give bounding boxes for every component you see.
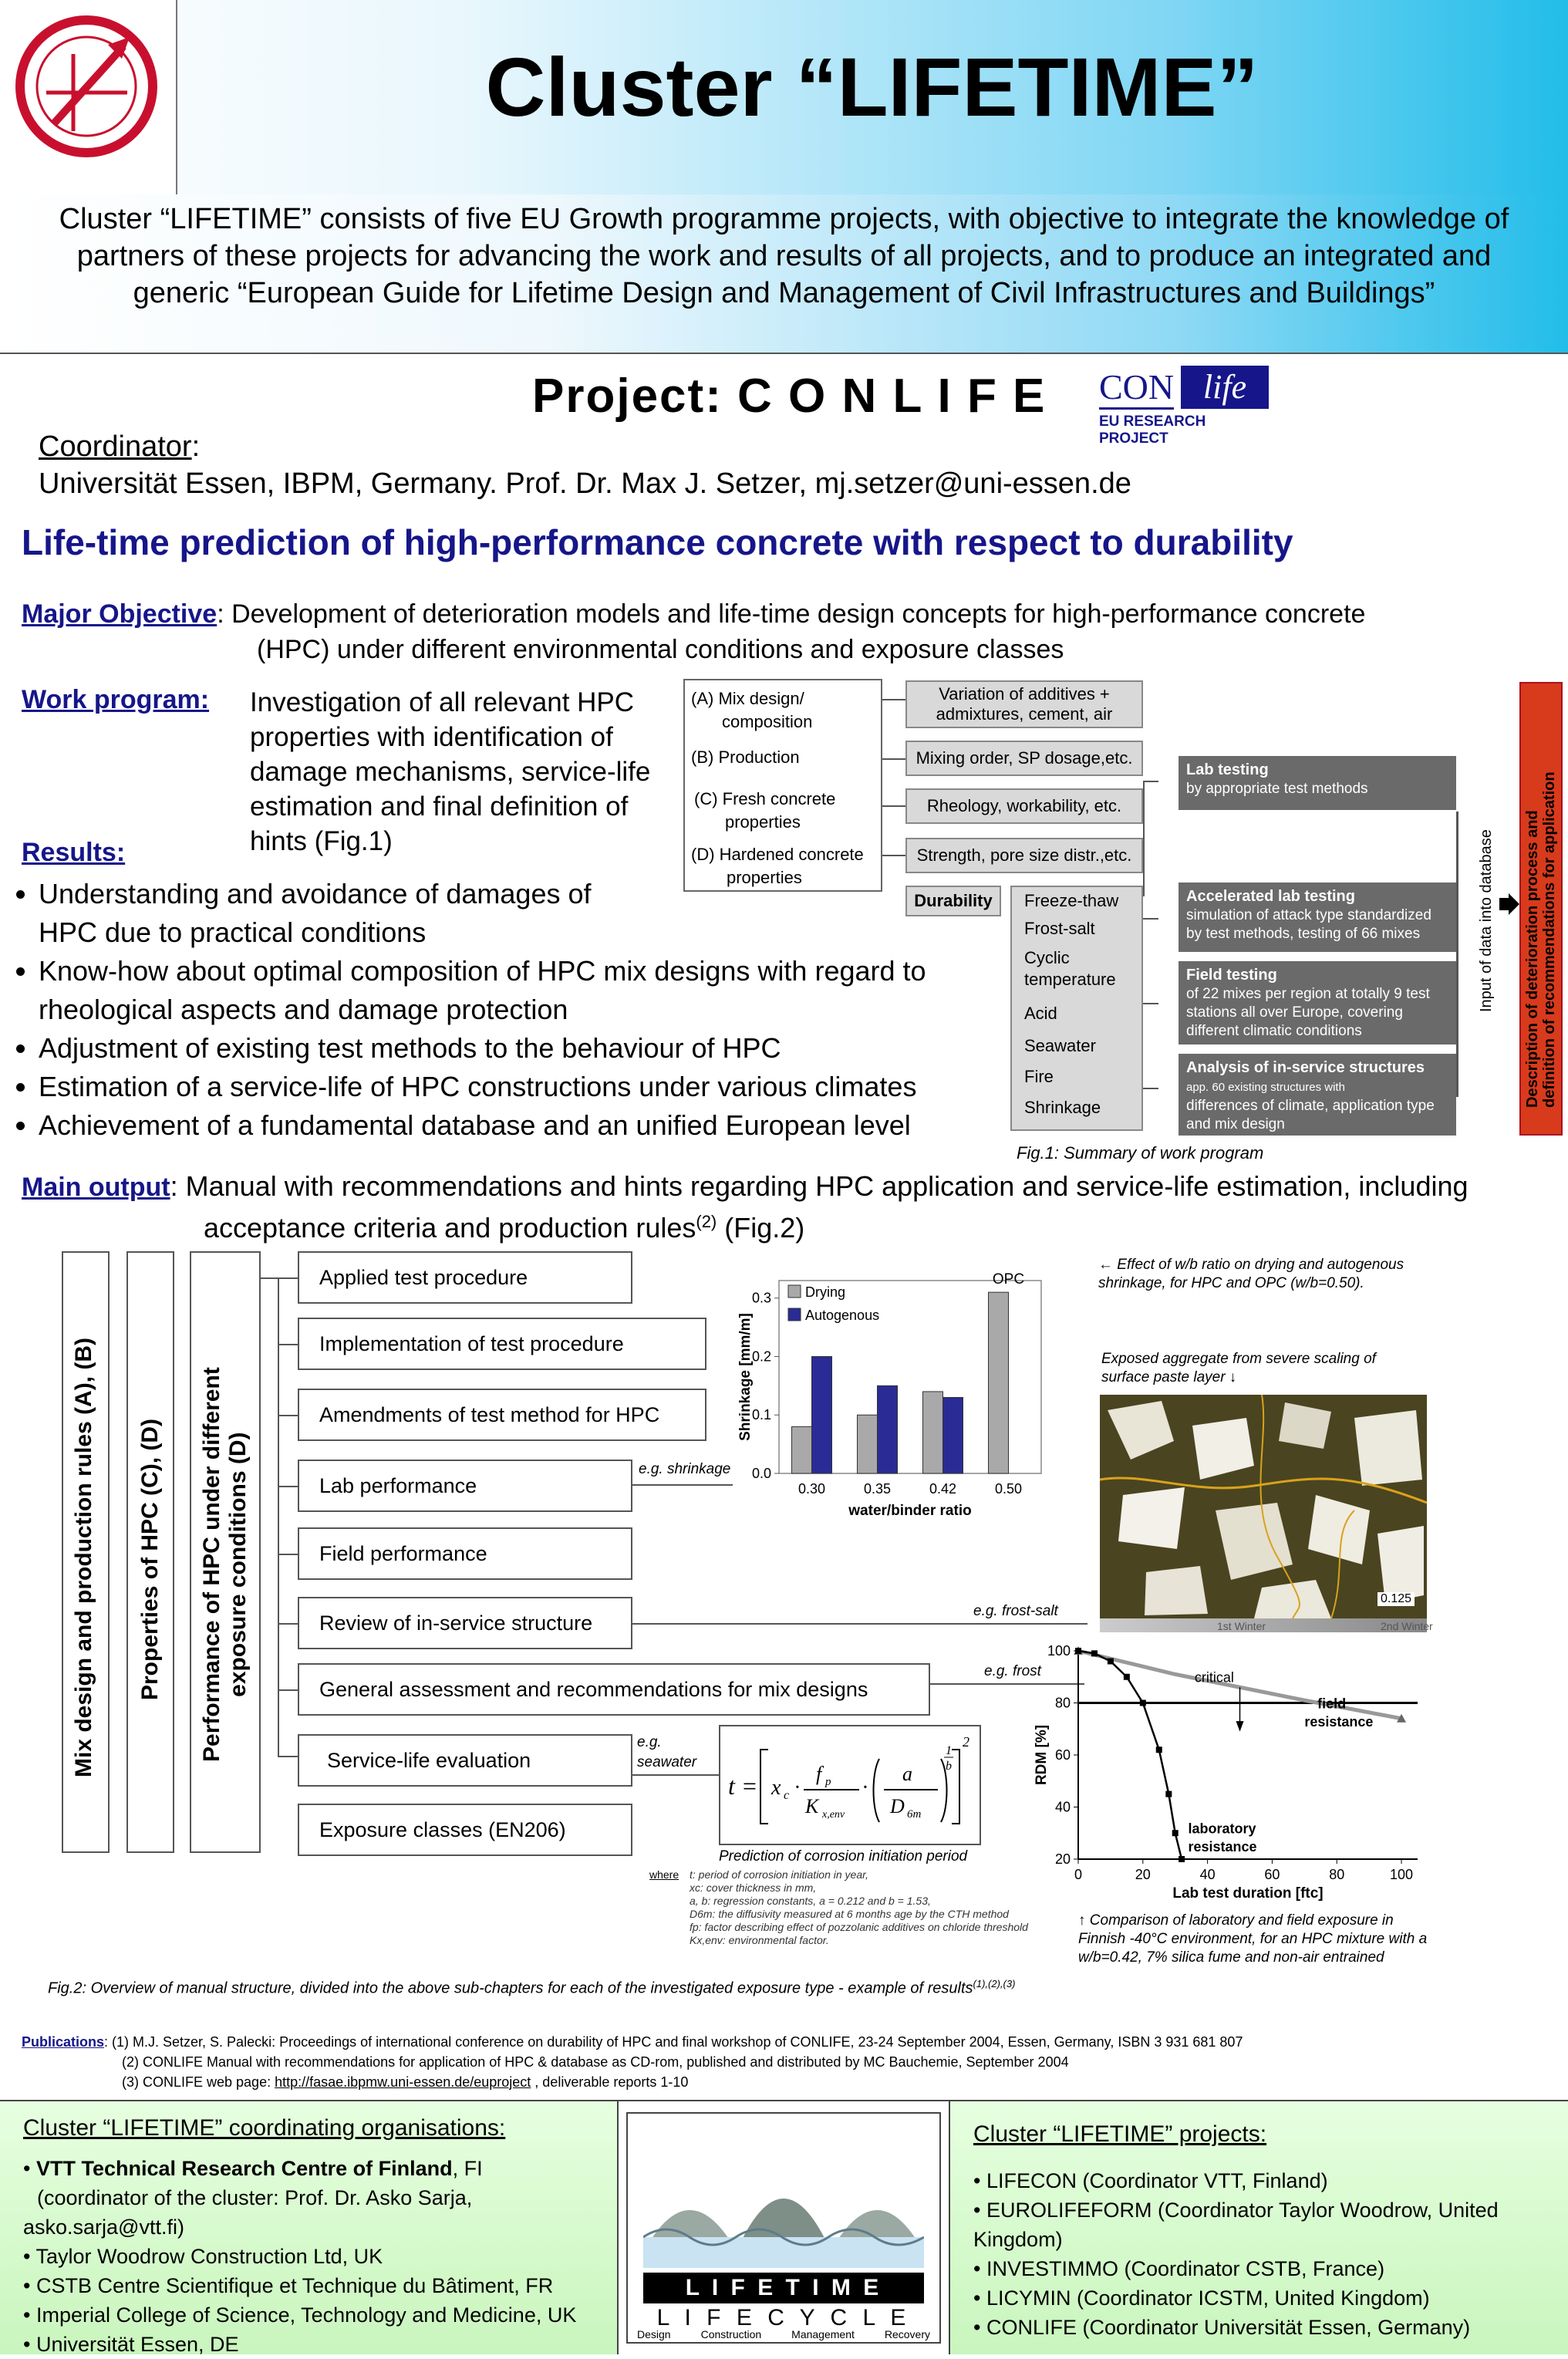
main-output-line2: acceptance criteria and production rules — [204, 1212, 696, 1244]
conlife-logo — [1099, 366, 1269, 447]
footer-org-vtt-sub2: asko.sarja@vtt.fi) — [23, 2216, 184, 2239]
connector — [1143, 918, 1158, 920]
svg-text:p: p — [825, 1776, 831, 1788]
connector — [632, 1484, 733, 1486]
coordinator-text: Universität Essen, IBPM, Germany. Prof. Dr. Max J. Setzer, mj.setzer@uni-essen.de — [39, 467, 1131, 500]
main-output-line2-end: (Fig.2) — [717, 1212, 805, 1244]
fig1-durability-item: temperature — [1024, 970, 1116, 989]
fig2-eg-shrinkage: e.g. shrinkage — [639, 1461, 731, 1477]
connector — [632, 1623, 1087, 1625]
publication-1: : (1) M.J. Setzer, S. Palecki: Proceedings of international conference on durability of HPC and final workshop of CONLIFE, 23-24 September 2004, Essen, Germany, ISBN 3 931 681 807 — [104, 2034, 1243, 2050]
fig2-amendments: Amendments of test method for HPC — [298, 1389, 706, 1441]
fig2-vertical-performance — [199, 1367, 251, 1762]
connector — [882, 855, 905, 856]
field-label-2: resistance — [1304, 1713, 1374, 1730]
svg-text:x: x — [771, 1776, 781, 1800]
fig1-field-text: of 22 mixes per region at totally 9 test stations all over Europe, covering different climatic conditions — [1186, 986, 1430, 1039]
x-tick-label: 60 — [1264, 1867, 1280, 1882]
major-objective-line2: (HPC) under different environmental conditions and exposure classes — [257, 635, 1064, 664]
fig1-item: properties — [725, 812, 801, 832]
footer-org: • Taylor Woodrow Construction Ltd, UK — [23, 2245, 383, 2268]
bar — [858, 1415, 878, 1473]
conlife-logo-con: CON — [1099, 367, 1174, 410]
where-line: t: period of corrosion initiation in year, — [690, 1868, 868, 1881]
lifetime-logo-words — [637, 2328, 930, 2340]
main-heading: Life-time prediction of high-performance concrete with respect to durability — [22, 522, 1293, 562]
x-tick-label: 0 — [1074, 1867, 1083, 1882]
fig1-durability-item: Seawater — [1024, 1036, 1096, 1055]
fig1-item: (C) Fresh concrete — [694, 789, 836, 808]
connector — [278, 1486, 298, 1487]
major-objective-label: Major Objective — [22, 599, 217, 629]
logo-word: Recovery — [884, 2328, 930, 2340]
logo-word: Management — [791, 2328, 855, 2340]
main-output-line1: : Manual with recommendations and hints regarding HPC application and service-life estimation, including — [170, 1170, 1469, 1202]
footer-right-heading: Cluster “LIFETIME” projects: — [973, 2121, 1267, 2147]
y-tick-label: 0.3 — [751, 1290, 771, 1306]
footer-org-vtt-name: VTT Technical Research Centre of Finland — [35, 2157, 453, 2180]
lab-point — [1140, 1700, 1146, 1706]
fig1-mixing-box: Mixing order, SP dosage,etc. — [905, 741, 1143, 776]
legend-swatch — [788, 1308, 801, 1321]
footer-project: • EUROLIFEFORM (Coordinator Taylor Woodrow, United Kingdom) — [973, 2199, 1499, 2251]
result-item: • Achievement of a fundamental database and an unified European level — [39, 1106, 995, 1145]
fig2-general-assessment: General assessment and recommendations for mix designs — [298, 1663, 930, 1716]
fig1-lab-text: by appropriate test methods — [1186, 781, 1368, 797]
arrow-right-icon — [1499, 893, 1519, 915]
fig2-shrink-note: ← Effect of w/b ratio on drying and autogenous shrinkage, for HPC and OPC (w/b=0.50). — [1098, 1257, 1404, 1291]
publication-link[interactable]: http://fasae.ibpmw.uni-essen.de/euproject — [275, 2074, 531, 2090]
fig1-item: (A) Mix design/ — [691, 689, 804, 708]
x-tick-label: 100 — [1390, 1867, 1414, 1882]
lab-point — [1091, 1650, 1098, 1656]
fig2-applied-test: Applied test procedure — [298, 1251, 632, 1304]
poster-title: Cluster “LIFETIME” — [485, 40, 1259, 133]
fig1-item: (B) Production — [691, 748, 800, 767]
publication-3-b: , deliverable reports 1-10 — [531, 2074, 689, 2090]
footer-org-vtt-country: , FI — [452, 2157, 483, 2180]
svg-text:·: · — [794, 1776, 800, 1800]
fig1-analysis-text: differences of climate, application type and mix design — [1186, 1098, 1435, 1132]
major-objective — [22, 596, 1365, 633]
main-output-sup: (2) — [696, 1212, 717, 1231]
fig2-service-life: Service-life evaluation — [298, 1734, 632, 1787]
project-title: Project: C O N L I F E — [532, 370, 1047, 423]
connector — [1143, 1003, 1158, 1004]
shrinkage-chart — [733, 1250, 1072, 1535]
conlife-logo-sub: EU RESEARCH PROJECT — [1099, 413, 1206, 447]
connector — [278, 1277, 279, 1756]
main-output-label: Main output — [22, 1173, 170, 1202]
connector — [882, 758, 905, 760]
lifetime-logo-top: L I F E T I M E — [643, 2273, 924, 2303]
bar — [812, 1356, 832, 1473]
svg-text:K: K — [805, 1795, 819, 1817]
critical-arrow-head — [1236, 1721, 1244, 1732]
y-tick-label: 0.2 — [751, 1348, 771, 1365]
formula-caption: Prediction of corrosion initiation period — [719, 1848, 968, 1865]
results-list — [15, 875, 995, 1145]
result-item: • Adjustment of existing test methods to the behaviour of HPC — [39, 1029, 995, 1068]
legend-swatch — [788, 1285, 801, 1298]
main-output-line2-wrap — [204, 1203, 804, 1247]
connector — [1143, 1088, 1158, 1089]
connector — [882, 805, 905, 807]
fig2-review-structure: Review of in-service structure — [298, 1597, 632, 1649]
svg-text:f: f — [816, 1763, 822, 1785]
lab-point — [1124, 1674, 1130, 1680]
svg-text:6m: 6m — [907, 1808, 922, 1821]
fig1-analysis-title: Analysis of in-service structures — [1186, 1059, 1425, 1076]
fig1-rheology-box: Rheology, workability, etc. — [905, 788, 1143, 824]
svg-text:t =: t = — [728, 1772, 758, 1800]
fig2-vertical-mix: Mix design and production rules (A), (B) — [71, 1338, 96, 1777]
fig2-vertical-properties: Properties of HPC (C), (D) — [137, 1418, 163, 1700]
fig2-eg-seawater-2: seawater — [637, 1754, 697, 1770]
fig1-durability-item: Shrinkage — [1024, 1098, 1101, 1117]
formula-where: where — [649, 1868, 679, 1881]
cluster-logo — [0, 0, 177, 194]
where-line: xc: cover thickness in mm, — [690, 1881, 817, 1894]
fig1-durability-item: Fire — [1024, 1067, 1054, 1086]
y-tick-label: 20 — [1054, 1851, 1071, 1867]
svg-text:D: D — [890, 1795, 905, 1817]
lab-label-2: resistance — [1188, 1838, 1257, 1854]
major-objective-line1: : Development of deterioration models and life-time design concepts for high-performance concrete — [217, 599, 1366, 629]
fig2-caption-text: Fig.2: Overview of manual structure, divided into the above sub-chapters for each of the investigated exposure type - example of results — [48, 1979, 973, 1997]
footer-right-list — [973, 2166, 1544, 2342]
y-tick-label: 0.1 — [751, 1407, 771, 1423]
fig2-vertical-performance-2: exposure conditions (D) — [225, 1432, 251, 1697]
lab-point — [1156, 1746, 1162, 1753]
fig1-durability-item: Cyclic — [1024, 948, 1070, 967]
photo-scale: 0.125 — [1377, 1592, 1415, 1606]
fig1-acc-title: Accelerated lab testing — [1186, 888, 1355, 905]
publication-line-3 — [22, 2072, 1243, 2092]
footer-org-vtt-sub1: (coordinator of the cluster: Prof. Dr. Asko Sarja, — [37, 2186, 473, 2209]
footer-coordinating-orgs — [0, 2100, 619, 2354]
lifetime-logo-frame — [626, 2112, 941, 2344]
fig1-analysis-structures — [1179, 1054, 1456, 1136]
fig1-field-title: Field testing — [1186, 967, 1277, 984]
svg-text:c: c — [784, 1789, 790, 1802]
bar — [792, 1426, 812, 1473]
lab-label-1: laboratory — [1188, 1821, 1256, 1837]
fig1-variation-box: Variation of additives + admixtures, cement, air — [905, 680, 1143, 728]
y-tick-label: 100 — [1047, 1643, 1071, 1659]
fig1-durability-item: Freeze-thaw — [1024, 891, 1119, 910]
coordinator-label: Coordinator — [39, 430, 192, 463]
fig1-red-label — [1524, 771, 1558, 1108]
fig2-rdm-note: ↑ Comparison of laboratory and field exposure in Finnish -40°C environment, for an HPC mixture with a w/b=0.42, 7% silica fume and non-air entrained — [1078, 1912, 1428, 1966]
formula-box — [719, 1725, 981, 1845]
connector — [261, 1277, 298, 1279]
fig2-eg-seawater-1: e.g. — [637, 1734, 662, 1750]
svg-text:b: b — [946, 1760, 952, 1773]
conlife-logo-life: life — [1181, 366, 1269, 409]
result-item: • Know-how about optimal composition of HPC mix designs with regard to rheological aspects and damage protection — [39, 952, 987, 1029]
cluster-intro: Cluster “LIFETIME” consists of five EU Growth programme projects, with objective to integrate the knowledge of partners of these projects for advancing the work and results of all projects, and to produce an integrated and generic “European Guide for Lifetime Design and Management of Civil Infrastructures and Buildings” — [59, 203, 1509, 309]
connector — [278, 1415, 298, 1416]
result-item: • Understanding and avoidance of damages of HPC due to practical conditions — [39, 875, 656, 952]
fig1-red-line1: Description of deterioration process and — [1524, 810, 1541, 1108]
legend-label: Autogenous — [805, 1308, 880, 1323]
connector — [882, 699, 905, 700]
fig1-item: composition — [722, 712, 813, 731]
lifetime-logo-bottom: L I F E C Y C L E — [656, 2305, 911, 2330]
x-tick-label: 20 — [1135, 1867, 1151, 1882]
intro-band — [0, 194, 1568, 354]
lab-series-line — [1078, 1651, 1182, 1859]
fig2-caption-sup: (1),(2),(3) — [973, 1978, 1016, 1989]
connector — [1143, 781, 1158, 782]
footer-project: • INVESTIMMO (Coordinator CSTB, France) — [973, 2257, 1385, 2280]
x-axis-label: Lab test duration [ftc] — [1172, 1885, 1324, 1902]
lifetime-logo-arches-icon — [643, 2121, 924, 2268]
lab-point — [1179, 1856, 1185, 1862]
footer-lifetime-logo — [619, 2100, 949, 2354]
fig1-caption: Fig.1: Summary of work program — [1017, 1143, 1264, 1163]
lab-point — [1172, 1830, 1179, 1836]
connector — [632, 1774, 719, 1776]
fig1-field-testing — [1179, 961, 1456, 1045]
footer-org: • Universität Essen, DE — [23, 2333, 239, 2356]
fig1-input-label: Input of data into database — [1478, 829, 1495, 1012]
formula-where-list — [690, 1868, 1028, 1947]
lab-point — [1075, 1648, 1081, 1654]
logo-word: Construction — [700, 2328, 762, 2340]
x-tick-label: 80 — [1329, 1867, 1345, 1882]
x-tick-label: 0.50 — [994, 1481, 1023, 1497]
footer-org-vtt: • VTT Technical Research Centre of Finland, FI — [23, 2157, 483, 2180]
where-line: fp: factor describing effect of pozzolanic additives on chloride threshold — [690, 1921, 1028, 1933]
fig2-caption — [48, 1978, 1015, 1998]
footer-org: • Imperial College of Science, Technology and Medicine, UK — [23, 2303, 577, 2327]
footer-left-heading: Cluster “LIFETIME” coordinating organisations: — [23, 2115, 506, 2141]
coordinator-colon: : — [191, 430, 201, 463]
footer-cluster-projects — [949, 2100, 1568, 2354]
fig2-exposure-classes: Exposure classes (EN206) — [298, 1804, 632, 1856]
winter-1-label: 1st Winter — [1217, 1620, 1266, 1632]
y-tick-label: 40 — [1054, 1799, 1071, 1815]
footer-project: • CONLIFE (Coordinator Universität Essen, Germany) — [973, 2316, 1471, 2339]
fig2-lab-performance: Lab performance — [298, 1460, 632, 1512]
lab-point — [1108, 1659, 1114, 1665]
field-label-1: field — [1317, 1696, 1347, 1712]
connector — [278, 1689, 298, 1691]
y-tick-label: 0.0 — [751, 1466, 771, 1481]
where-line: D6m: the diffusivity measured at 6 months age by the CTH method — [690, 1908, 1009, 1920]
micrograph-photo — [1100, 1395, 1427, 1618]
fig1-analysis-small: app. 60 existing structures with — [1186, 1081, 1345, 1094]
svg-text:1: 1 — [946, 1744, 952, 1757]
logo-word: Design — [637, 2328, 671, 2340]
x-tick-label: 0.42 — [929, 1481, 957, 1497]
coordinator-heading — [39, 430, 200, 464]
y-tick-label: 60 — [1054, 1747, 1071, 1763]
fig1-durability-item: Acid — [1024, 1004, 1057, 1023]
fig2-eg-frostsalt: e.g. frost-salt — [973, 1603, 1058, 1619]
bar — [989, 1292, 1009, 1473]
x-tick-label: 40 — [1199, 1867, 1216, 1882]
y-axis-label: RDM [%] — [1034, 1724, 1050, 1786]
fig1-strength-box: Strength, pore size distr.,etc. — [905, 838, 1143, 873]
critical-label: critical — [1194, 1669, 1234, 1686]
footer-left-list — [23, 2154, 609, 2359]
footer-project: • LICYMIN (Coordinator ICSTM, United Kingdom) — [973, 2286, 1430, 2310]
fig2-field-performance: Field performance — [298, 1527, 632, 1580]
results-label: Results: — [22, 838, 126, 867]
opc-label: OPC — [992, 1271, 1025, 1287]
bar — [923, 1392, 943, 1473]
svg-text:·: · — [862, 1776, 868, 1800]
publications — [22, 2032, 1243, 2092]
fig1-lab-testing — [1179, 756, 1456, 810]
work-program-label: Work program: — [22, 685, 210, 714]
where-line: Kx,env: environmental factor. — [690, 1934, 829, 1946]
bar — [878, 1385, 898, 1473]
svg-text:2: 2 — [963, 1734, 969, 1750]
svg-text:a: a — [902, 1763, 912, 1785]
fig1-durability-item: Frost-salt — [1024, 919, 1095, 938]
fig2-aggregate-note: Exposed aggregate from severe scaling of surface paste layer ↓ — [1101, 1351, 1376, 1385]
winter-2-label: 2nd Winter — [1381, 1620, 1433, 1632]
publication-line-1 — [22, 2032, 1243, 2052]
legend-label: Drying — [805, 1284, 846, 1300]
fig1-red-line2: definition of recommendations for application — [1541, 771, 1558, 1108]
connector — [278, 1623, 298, 1625]
y-axis-label: Shrinkage [mm/m] — [737, 1313, 754, 1441]
x-tick-label: 0.35 — [863, 1481, 892, 1497]
connector — [278, 1554, 298, 1555]
fig1-accelerated-testing — [1179, 883, 1456, 952]
fig1-item: (D) Hardened concrete — [691, 845, 864, 864]
where-line: a, b: regression constants, a = 0.212 and b = 1.53, — [690, 1895, 931, 1907]
work-program-text: Investigation of all relevant HPC properties with identification of damage mechanisms, service-life estimation and final definition of hints (Fig.1) — [250, 687, 651, 856]
rdm-chart — [1024, 1640, 1441, 1907]
fig1-item: properties — [727, 868, 802, 887]
fig1-lab-title: Lab testing — [1186, 761, 1269, 778]
fig2-vertical-performance-1: Performance of HPC under different — [199, 1367, 224, 1762]
publication-2: (2) CONLIFE Manual with recommendations for application of HPC & database as CD-rom, published and distributed by MC Bauchemie, September 2004 — [122, 2054, 1069, 2070]
fig1-durability-box: Durability — [905, 886, 1001, 916]
connector — [278, 1344, 298, 1345]
footer-org: • CSTB Centre Scientifique et Technique du Bâtiment, FR — [23, 2274, 554, 2297]
connector — [278, 1756, 298, 1757]
fig2-implementation: Implementation of test procedure — [298, 1318, 706, 1370]
connector — [1456, 812, 1458, 1097]
footer-project: • LIFECON (Coordinator VTT, Finland) — [973, 2169, 1328, 2192]
bar — [943, 1398, 963, 1473]
publication-3-a: (3) CONLIFE web page: — [122, 2074, 275, 2090]
x-tick-label: 0.30 — [797, 1481, 826, 1497]
y-tick-label: 80 — [1054, 1695, 1071, 1711]
connector — [1143, 781, 1145, 896]
svg-text:x,env: x,env — [822, 1809, 845, 1821]
publications-label: Publications — [22, 2034, 105, 2050]
fig2-eg-frost: e.g. frost — [984, 1663, 1041, 1679]
result-item: • Estimation of a service-life of HPC constructions under various climates — [39, 1068, 995, 1106]
lab-point — [1165, 1791, 1172, 1797]
main-output — [22, 1168, 1469, 1205]
fig1-acc-text: simulation of attack type standardized by test methods, testing of 66 mixes — [1186, 907, 1431, 942]
x-axis-label: water/binder ratio — [848, 1503, 972, 1519]
